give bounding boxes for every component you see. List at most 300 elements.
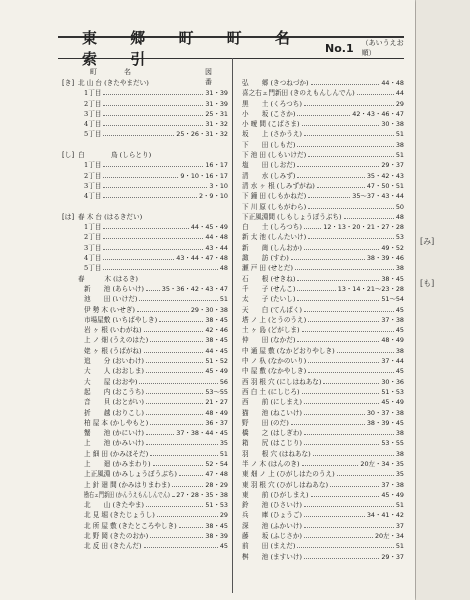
- index-row: [62, 469, 228, 479]
- map-page-number: 52・54: [205, 459, 228, 468]
- town-name: 東 羽 根 穴 (ひがしはねあな): [242, 480, 329, 489]
- town-name: 藤 坂 (ふじさか): [242, 532, 302, 541]
- index-row: [62, 294, 228, 304]
- map-page-number: 48・49: [381, 336, 404, 345]
- leader-dots: [146, 387, 203, 394]
- index-row: [62, 377, 228, 387]
- index-row: [242, 469, 404, 479]
- map-page-number: 51〜54: [381, 295, 404, 304]
- town-name: 北 山 (きたやま): [84, 501, 144, 510]
- index-row: [242, 78, 404, 88]
- leader-dots: [297, 335, 379, 342]
- leader-dots: [297, 274, 379, 281]
- town-name: 西 白 土 (にしじろ): [242, 387, 300, 396]
- town-name: 2丁目: [84, 171, 102, 180]
- index-row: [242, 253, 404, 263]
- town-name: 2丁目: [84, 99, 102, 108]
- leader-dots: [295, 263, 394, 270]
- town-name: 千 子 (せんこ): [242, 284, 296, 293]
- index-row: [242, 243, 404, 253]
- index-row: [242, 284, 404, 294]
- leader-dots: [297, 109, 350, 116]
- leader-dots: [150, 531, 203, 538]
- index-row: [62, 88, 228, 98]
- index-row: [242, 88, 404, 98]
- index-row: [62, 119, 228, 129]
- leader-dots: [103, 88, 203, 95]
- map-page-number: 38・45: [205, 315, 228, 324]
- town-name: 瀬 戸 田 (せとだ): [242, 264, 293, 273]
- map-page-number: 45: [395, 305, 404, 314]
- leader-dots: [357, 88, 394, 95]
- leader-dots: [103, 191, 197, 198]
- leader-dots: [150, 418, 203, 425]
- leader-dots: [103, 129, 174, 136]
- map-page-number: 51: [395, 542, 404, 551]
- map-page-number: 38: [395, 346, 404, 355]
- town-name: 弘 郷 (きつねづか): [242, 79, 309, 87]
- town-name: 塩 田 (しおだ): [242, 161, 296, 170]
- map-page-number: 12・13・20・21・27・28: [323, 223, 404, 232]
- leader-dots: [179, 469, 203, 476]
- town-name: 野 田 (のだ): [242, 418, 289, 427]
- leader-dots: [297, 541, 394, 548]
- town-name: 勘右ェ門新田 (かんうえもんしんでん): [84, 490, 170, 499]
- leader-dots: [311, 490, 379, 497]
- leader-dots: [313, 449, 394, 456]
- map-page-number: 13・14・21〜23・28: [337, 284, 404, 293]
- map-page-number: 50: [395, 202, 404, 211]
- map-page-number: 44・45: [205, 346, 228, 355]
- town-name: 新 崗 (しんおか): [242, 243, 302, 252]
- town-name: 大 屋 (おおや): [84, 377, 138, 386]
- index-row: [62, 181, 228, 191]
- index-row: [62, 284, 228, 294]
- town-name: 下正風淵間 (しもしょうぼうぶち): [242, 212, 342, 221]
- right-column: [242, 78, 404, 562]
- index-row: [62, 129, 228, 139]
- section-letter: [き]: [62, 79, 75, 87]
- index-row: [242, 387, 404, 397]
- leader-dots: [297, 284, 336, 291]
- leader-dots: [344, 212, 394, 219]
- map-page-number: 47・50・51: [366, 181, 404, 190]
- index-row: [62, 459, 228, 469]
- map-page-number: 35: [219, 439, 228, 448]
- map-page-number: 29・37: [381, 161, 404, 170]
- header-map: 図番: [205, 68, 212, 86]
- section-letter: [は]: [62, 212, 75, 221]
- leader-dots: [308, 150, 394, 157]
- map-page-number: 2・9・10: [198, 192, 228, 201]
- town-name: 新 太 池 (しんたいけ): [242, 233, 307, 242]
- leader-dots: [308, 202, 394, 209]
- town-name: 桝 池 (ますいけ): [242, 552, 302, 561]
- map-page-number: 43・44・47・48: [176, 254, 228, 263]
- leader-dots: [103, 181, 207, 188]
- leader-dots: [304, 243, 379, 250]
- map-page-number: 38・45: [381, 274, 404, 283]
- leader-dots: [304, 552, 379, 559]
- town-name: 上 廻 (かみまわり): [84, 459, 151, 468]
- town-name: 3丁目: [84, 243, 102, 252]
- town-name: 清 水 (しみず): [242, 171, 296, 180]
- town-name: 塔 ノ 上 (とうのうえ): [242, 315, 307, 324]
- town-name: 喜之右ェ門新田 (きのえもんしんでん): [242, 89, 355, 98]
- map-page-number: 53・55: [381, 439, 404, 448]
- index-row: [242, 150, 404, 160]
- index-row: [242, 428, 404, 438]
- map-page-number: 16・17: [205, 161, 228, 170]
- index-row: [62, 315, 228, 325]
- leader-dots: [297, 140, 394, 147]
- index-row: [62, 150, 228, 160]
- index-row: [242, 222, 404, 232]
- index-row: [242, 346, 404, 356]
- index-row: [242, 490, 404, 500]
- leader-dots: [150, 449, 218, 456]
- index-row: [62, 356, 228, 366]
- leader-dots: [297, 160, 379, 167]
- map-page-number: 53〜55: [205, 387, 228, 396]
- header-name: 名: [124, 68, 131, 76]
- section-letter: [し]: [62, 151, 75, 160]
- leader-dots: [304, 521, 394, 528]
- index-row: [242, 263, 404, 273]
- leader-dots: [146, 500, 203, 507]
- map-page-number: 9・10・16・17: [180, 171, 228, 180]
- map-page-number: 42・43・46・47: [352, 109, 404, 118]
- index-row: [242, 335, 404, 345]
- map-page-number: 30・38: [381, 120, 404, 129]
- leader-dots: [304, 531, 373, 538]
- map-page-number: 37・38・44・45: [176, 429, 228, 438]
- index-row: [62, 521, 228, 531]
- map-page-number: 56: [219, 377, 228, 386]
- index-row: [62, 428, 228, 438]
- town-name: 中 通 屋 敷 (なかどおりやしき): [242, 346, 335, 355]
- index-row: [62, 305, 228, 315]
- town-name: 北 見 堀 (きたじょうし): [84, 511, 155, 520]
- town-name: 下 田 (しもだ): [242, 140, 296, 149]
- index-row: [242, 408, 404, 418]
- leader-dots: [103, 109, 203, 116]
- index-row: [242, 397, 404, 407]
- map-page-number: 51: [395, 130, 404, 139]
- leader-dots: [103, 232, 203, 239]
- leader-dots: [159, 315, 203, 322]
- leader-dots: [144, 541, 218, 548]
- leader-dots: [304, 428, 394, 435]
- town-name: 新 池 (あらいけ): [84, 284, 144, 293]
- map-page-number: 25・31: [205, 109, 228, 118]
- index-row: [62, 438, 228, 448]
- town-name: 仲 田 (なかだ): [242, 336, 296, 345]
- leader-dots: [139, 377, 218, 384]
- map-page-number: 42・46: [205, 326, 228, 335]
- index-row: [62, 140, 228, 150]
- index-row: [242, 356, 404, 366]
- index-row: [62, 387, 228, 397]
- index-row: [242, 510, 404, 520]
- town-name: 大 人 (おおしま): [84, 367, 144, 376]
- town-name: 小 坂 (こさか): [242, 109, 296, 118]
- leader-dots: [146, 397, 203, 404]
- leader-dots: [304, 510, 365, 517]
- map-page-number: 25・26・31・32: [176, 130, 228, 139]
- leader-dots: [144, 325, 203, 332]
- index-row: [242, 418, 404, 428]
- index-row: [62, 490, 228, 500]
- index-row: [62, 202, 228, 212]
- leader-dots: [103, 171, 178, 178]
- town-name: 伊 勢 木 (いせぎ): [84, 305, 135, 314]
- map-page-number: 3・10: [209, 181, 228, 190]
- town-name: 3丁目: [84, 181, 102, 190]
- leader-dots: [317, 181, 365, 188]
- leader-dots: [302, 325, 394, 332]
- town-name: 4丁目: [84, 120, 102, 129]
- index-row: [242, 480, 404, 490]
- town-name: 4丁目: [84, 254, 102, 263]
- index-row: [62, 99, 228, 109]
- town-name: 兵 庫 (ひょうご): [242, 511, 302, 520]
- town-name: 上 ノ 畑 (うえのはた): [84, 336, 149, 345]
- town-name: 上 池 (かみいけ): [84, 439, 144, 448]
- map-page-number: 31・39: [205, 89, 228, 98]
- map-page-number: 51・52: [205, 357, 228, 366]
- index-row: [62, 397, 228, 407]
- map-page-number: 34・41・42: [366, 511, 404, 520]
- leader-dots: [323, 377, 379, 384]
- map-page-number: 51・53: [205, 501, 228, 510]
- index-row: [242, 160, 404, 170]
- leader-dots: [297, 294, 379, 301]
- map-page-number: 35: [395, 470, 404, 479]
- town-name: 岩 ヶ 根 (いわがね): [84, 326, 142, 335]
- map-page-number: 51: [395, 151, 404, 160]
- leader-dots: [103, 222, 189, 229]
- map-page-number: 38: [395, 264, 404, 273]
- leader-dots: [146, 408, 203, 415]
- town-name: 太 子 (たいし): [242, 295, 296, 304]
- town-name: 猫 池 (ねこいけ): [242, 408, 302, 417]
- town-name: 坂 上 (さかうえ): [242, 130, 302, 139]
- leader-dots: [291, 418, 365, 425]
- town-name: 蟹 池 (かにいけ): [84, 429, 144, 438]
- town-name: 下 池 田 (しもいけだ): [242, 151, 307, 160]
- town-name: 折 越 (おりこし): [84, 408, 144, 417]
- leader-dots: [311, 78, 379, 85]
- town-name: 4丁目: [84, 192, 102, 201]
- leader-dots: [297, 171, 365, 178]
- map-page-number: 51: [395, 501, 404, 510]
- map-page-number: 49・52: [381, 243, 404, 252]
- index-row: [62, 335, 228, 345]
- leader-dots: [308, 315, 379, 322]
- leader-dots: [337, 346, 394, 353]
- town-name: 東 前 (ひがしまえ): [242, 490, 309, 499]
- leader-dots: [308, 191, 350, 198]
- leader-dots: [172, 490, 174, 497]
- map-page-number: 31・39: [205, 99, 228, 108]
- town-name: 上 針 廻 間 (かみはりまわま): [84, 480, 171, 489]
- leader-dots: [172, 480, 203, 487]
- section-mo-fragment: [も]: [420, 279, 435, 288]
- town-name: 箱 尻 (はこじり): [242, 439, 302, 448]
- map-page-number: 37・38: [381, 315, 404, 324]
- leader-dots: [302, 459, 358, 466]
- index-row: [242, 129, 404, 139]
- index-row: [242, 315, 404, 325]
- index-row: [242, 109, 404, 119]
- map-page-number: 43・44: [205, 243, 228, 252]
- index-row: [242, 99, 404, 109]
- map-page-number: 38・45: [205, 336, 228, 345]
- leader-dots: [304, 305, 394, 312]
- map-page-number: 38・39・46: [366, 254, 404, 263]
- town-name: 上正風淵 (かみしょうぼうぶち): [84, 470, 177, 479]
- map-page-number: 48: [395, 212, 404, 221]
- index-row: [62, 253, 228, 263]
- index-row: [62, 243, 228, 253]
- page-title: 東 郷 町 町 名 索 引: [82, 29, 304, 68]
- title-note: （あいうえお順）: [361, 39, 404, 57]
- town-name: 白 土 (しろつち): [242, 223, 302, 232]
- map-page-number: 29・30・38: [190, 305, 228, 314]
- map-page-number: 45: [395, 326, 404, 335]
- index-row: [242, 541, 404, 551]
- leader-dots: [304, 397, 379, 404]
- column-divider: [232, 58, 233, 593]
- leader-dots: [308, 356, 379, 363]
- leader-dots: [308, 366, 394, 373]
- index-row: [242, 521, 404, 531]
- index-row: [242, 438, 404, 448]
- index-row: [62, 171, 228, 181]
- map-page-number: 29: [219, 511, 228, 520]
- index-row: [62, 531, 228, 541]
- index-row: [62, 232, 228, 242]
- map-page-number: 51・53: [381, 387, 404, 396]
- index-row: [62, 263, 228, 273]
- map-page-number: 38: [395, 140, 404, 149]
- index-row: [62, 541, 228, 551]
- title-bar: [58, 29, 404, 68]
- leader-dots: [137, 305, 189, 312]
- index-row: [242, 366, 404, 376]
- index-row: [62, 191, 228, 201]
- town-name: 鈴 池 (ひさいけ): [242, 501, 302, 510]
- town-name: 1丁目: [84, 89, 102, 98]
- index-row: [242, 191, 404, 201]
- town-name: 上 細 田 (かみほそだ): [84, 449, 149, 458]
- leader-dots: [304, 222, 321, 229]
- leader-dots: [337, 469, 394, 476]
- leader-dots: [139, 294, 218, 301]
- index-row: [62, 510, 228, 520]
- leader-dots: [302, 387, 379, 394]
- index-row: [62, 500, 228, 510]
- town-name: 池 田 (いけだ): [84, 295, 138, 304]
- town-name: 中 屋 敷 (なかやしき): [242, 367, 307, 376]
- leader-dots: [103, 160, 203, 167]
- index-row: [242, 202, 404, 212]
- leader-dots: [304, 99, 394, 106]
- index-row: [242, 552, 404, 562]
- index-row: [62, 346, 228, 356]
- map-page-number: 35〜37・43・44: [352, 192, 404, 201]
- town-name: 石 根 (せきね): [242, 274, 296, 283]
- town-name: 市場屋敷 (いちばやしき): [84, 315, 158, 324]
- town-name: 5丁目: [84, 264, 102, 273]
- index-row: [242, 449, 404, 459]
- town-name: 清 水 ヶ 根 (しみずがね): [242, 181, 315, 190]
- index-row: [242, 325, 404, 335]
- leader-dots: [146, 284, 160, 291]
- map-page-number: 48・49: [205, 408, 228, 417]
- map-page-number: 38・45: [205, 521, 228, 530]
- leader-dots: [146, 356, 203, 363]
- town-name: 1丁目: [84, 161, 102, 170]
- map-page-number: 35・42・43: [366, 171, 404, 180]
- town-name: 橋 之 (はしぎわ): [242, 429, 302, 438]
- town-name: 春 木 台 (はるきだい): [78, 212, 143, 221]
- map-page-number: 44・48: [381, 79, 404, 87]
- town-name: 北 反 田 (きたんだ): [84, 542, 142, 551]
- index-row: [62, 274, 228, 284]
- map-page-number: 35・36・42・43・47: [161, 284, 228, 293]
- town-name: 諏 訪 (すわ): [242, 254, 289, 263]
- left-column: [62, 78, 228, 552]
- town-name: 北 所 屋 敷 (きたところやしき): [84, 521, 177, 530]
- town-name: 羽 根 穴 (はねあな): [242, 449, 311, 458]
- index-row: [62, 480, 228, 490]
- map-page-number: 38・39・45: [366, 418, 404, 427]
- leader-dots: [150, 335, 203, 342]
- town-name: 1丁目: [84, 223, 102, 232]
- map-page-number: 20左・34・35: [360, 459, 404, 468]
- leader-dots: [103, 243, 203, 250]
- town-name: 2丁目: [84, 233, 102, 242]
- index-row: [62, 222, 228, 232]
- map-page-number: 45・49: [381, 490, 404, 499]
- leader-dots: [144, 346, 203, 353]
- adjacent-page: [416, 0, 470, 600]
- leader-dots: [146, 438, 218, 445]
- index-row: [62, 325, 228, 335]
- leader-dots: [103, 119, 203, 126]
- leader-dots: [146, 428, 174, 435]
- town-name: 土 ヶ 島 (どがしま): [242, 326, 300, 335]
- index-row: [242, 305, 404, 315]
- town-name: 下 鐘 田 (しもかねだ): [242, 192, 307, 201]
- town-name: 5丁目: [84, 130, 102, 139]
- town-name: 春 木 (はるき): [78, 274, 138, 283]
- leader-dots: [157, 510, 218, 517]
- town-name: 深 池 (ふかいけ): [242, 521, 302, 530]
- index-row: [62, 418, 228, 428]
- map-page-number: 45・49: [381, 398, 404, 407]
- index-row: [242, 294, 404, 304]
- map-page-number: 38: [395, 429, 404, 438]
- town-name: 半 ノ 木 (はんのき): [242, 459, 300, 468]
- leader-dots: [103, 99, 203, 106]
- index-row: [242, 212, 404, 222]
- town-name: 3丁目: [84, 109, 102, 118]
- index-row: [62, 366, 228, 376]
- index-row: [62, 78, 228, 88]
